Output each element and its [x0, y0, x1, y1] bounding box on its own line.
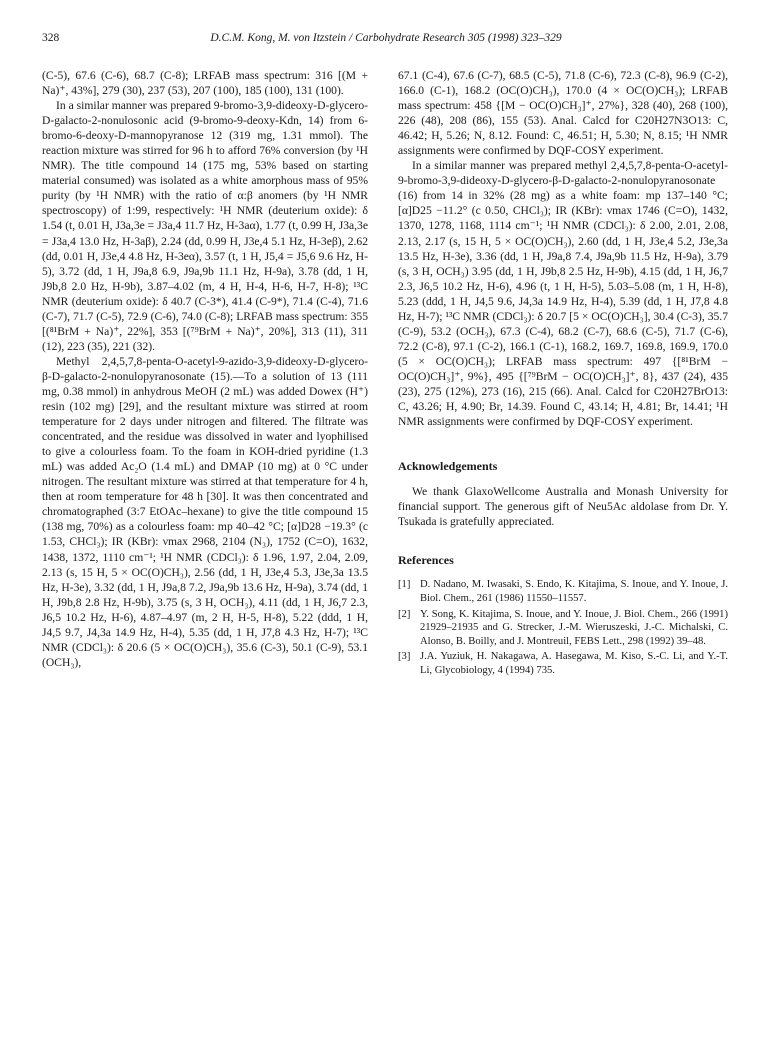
paragraph: (C-5), 67.6 (C-6), 68.7 (C-8); LRFAB mass spectrum: 316 [(M + Na)⁺, 43%], 279 (30), 237 (53), 207 (100), 185 (100), 131 (100).: [42, 69, 368, 98]
page-number: 328: [42, 32, 60, 44]
reference-item: [398, 578, 728, 605]
reference-text: J.A. Yuziuk, H. Nakagawa, A. Hasegawa, M. Kiso, S.-C. Li, and Y.-T. Li, Glycobiology, 4 (1994) 735.: [420, 651, 728, 676]
reference-item: [398, 608, 728, 649]
reference-list: [398, 578, 728, 677]
reference-number: [1]: [398, 579, 411, 591]
paragraph: In a similar manner was prepared 9-bromo-3,9-dideoxy-D-glycero-D-galacto-2-nonulosonic acid (9-bromo-9-deoxy-Kdn, 14) from 6-bromo-6-deoxy-D-mannopyranose 12 (319 mg, 1.31 mmol). The reaction mixture was stirred for 96 h to afford 76% conversion (by ¹H NMR). The title compound 14 (175 mg, 53% based on starting material consumed) was isolated as a white amorphous mass of 95% purity (by ¹H NMR) with the ratio of α:β anomers (by ¹H NMR spectroscopy) of 1:99, respectively: ¹H NMR (deuterium oxide): δ 1.54 (t, 0.01 H, J3a,3e = J3a,4 11.7 Hz, H-3aα), 1.77 (t, 0.99 H, J3a,3e = J3a,4 13.0 Hz, H-3aβ), 2.24 (dd, 0.99 H, J3e,4 5.1 Hz, H-3eβ), 2.62 (dd, 0.01 H, J3e,4 4.8 Hz, H-3eα), 3.57 (t, 1 H, J5,4 = J5,6 9.6 Hz, H-5), 3.72 (dd, 1 H, J9a,8 6.9, J9a,9b 11.1 Hz, H-9a), 3.78 (dd, 1 H, J9b,8 2.0 Hz, H-9b), 3.87–4.02 (m, 4 H, H-4, H-6, H-7, H-8); ¹³C NMR (deuterium oxide): δ 40.7 (C-3*), 41.4 (C-9*), 71.4 (C-4), 71.6 (C-7), 71.7 (C-5), 72.9 (C-6), 74.0 (C-8); LRFAB mass spectrum: 355 [(⁸¹BrM + Na)⁺, 22%], 353 [(⁷⁹BrM + Na)⁺, 20%], 313 (11), 311 (12), 223 (35), 221 (32).: [42, 99, 368, 353]
paragraph: In a similar manner was prepared methyl 2,4,5,7,8-penta-O-acetyl-9-bromo-3,9-dideoxy-D-glycero-β-D-galacto-2-nonulopyranosonate (16) from 14 in 32% (28 mg) as a white foam: mp 137–140 °C; [α]D25 −11.2° (c 0.50, CHCl₃); IR (KBr): νmax 1746 (C=O), 1432, 1370, 1278, 1168, 1114 cm⁻¹; ¹H NMR (CDCl₃): δ 2.00, 2.01, 2.08, 2.13, 2.17 (s, 15 H, 5 × OC(O)CH₃), 2.60 (dd, 1 H, J3e,4 5.2, J3e,3a 13.5 Hz, H-3e), 3.36 (dd, 1 H, J9a,8 7.4, J9a,9b 11.5 Hz, H-9a), 3.79 (s, 3 H, OCH₃) 3.95 (dd, 1 H, J9b,8 2.5 Hz, H-9b), 4.15 (dd, 1 H, J6,7 2.3, J6,5 10.2 Hz, H-6), 4.96 (t, 1 H, H-5), 5.03–5.08 (m, 1 H, H-8), 5.23 (ddd, 1 H, J4,5 9.6, J4,3a 14.9 Hz, H-4), 5.39 (dd, 1 H, J7,8 4.8 Hz, H-7); ¹³C NMR (CDCl₃): δ 20.7 [5 × OC(O)CH₃], 30.4 (C-3), 35.7 (C-9), 53.2 (OCH₃), 67.3 (C-4), 68.2 (C-7), 68.6 (C-5), 71.7 (C-6), 72.2 (C-8), 97.1 (C-2), 166.1 (C-1), 168.2, 169.7, 169.8, 169.9, 170.0 (5 × OC(O)CH₃); LRFAB mass spectrum: 497 {[⁸¹BrM − OC(O)CH₃]⁺, 9%}, 495 {[⁷⁹BrM − OC(O)CH₃]⁺, 8}, 437 (24), 435 (23), 275 (12%), 273 (16), 215 (66). Anal. Calcd for C20H27BrO13: C, 43.26; H, 4.90; Br, 14.39. Found C, 43.14; H, 4.81; Br, 14.41; ¹H NMR assignments were confirmed by DQF-COSY experiment.: [398, 159, 728, 429]
reference-number: [3]: [398, 651, 411, 663]
paragraph: 67.1 (C-4), 67.6 (C-7), 68.5 (C-5), 71.8 (C-6), 72.3 (C-8), 96.9 (C-2), 166.0 (C-1), 168.2 (OC(O)CH₃), 170.0 (4 × OC(O)CH₃); LRFAB mass spectrum: 458 {[M − OC(O)CH₃]⁺, 27%}, 328 (40), 268 (100), 226 (48), 208 (86), 155 (53). Anal. Calcd for C20H27N3O13: C, 46.42; H, 5.26; N, 8.12. Found: C, 46.51; H, 5.30; N, 8.15; ¹H NMR assignments were confirmed by DQF-COSY experiment.: [398, 69, 728, 158]
reference-text: D. Nadano, M. Iwasaki, S. Endo, K. Kitajima, S. Inoue, and Y. Inoue, J. Biol. Chem., 261 (1986) 11550–11557.: [420, 579, 728, 604]
reference-text: Y. Song, K. Kitajima, S. Inoue, and Y. Inoue, J. Biol. Chem., 266 (1991) 21929–21935 and G. Strecker, J.-M. Wieruszeski, J.-C. Michalski, C. Alonso, B. Boilly, and J. Montreuil, FEBS Lett., 298 (1992) 39–48.: [420, 608, 728, 647]
reference-item: [398, 650, 728, 677]
references-heading: References: [398, 553, 454, 568]
right-column: [398, 68, 728, 680]
running-head: D.C.M. Kong, M. von Itzstein / Carbohydrate Research 305 (1998) 323–329: [210, 32, 562, 44]
left-column: [42, 68, 368, 670]
paragraph: Methyl 2,4,5,7,8-penta-O-acetyl-9-azido-3,9-dideoxy-D-glycero-β-D-galacto-2-nonulopyranosonate (15).—To a solution of 13 (111 mg, 0.38 mmol) in anhydrous MeOH (2 mL) was added Dowex (H⁺) resin (102 mg) [29], and the resultant mixture was stirred at room temperature for 2 days under nitrogen and filtered. The filtrate was concentrated, and the residue was dissolved in water and lyophilised to give a colourless foam. To the foam in KOH-dried pyridine (1.3 mL) was added Ac₂O (1.4 mL) and DMAP (10 mg) at 0 °C under nitrogen. The resultant mixture was stirred at that temperature for 4 h, then at room temperature for 48 h [30]. It was then concentrated and chromatographed (3:7 EtOAc–hexane) to give the title compound 15 (138 mg, 70%) as a colourless foam: mp 40–42 °C; [α]D28 −19.3° (c 1.53, CHCl₃); IR (KBr): νmax 2968, 2104 (N₃), 1752 (C=O), 1632, 1438, 1372, 1110 cm⁻¹; ¹H NMR (CDCl₃): δ 1.96, 1.97, 2.04, 2.09, 2.13 (s, 15 H, 5 × OC(O)CH₃), 2.56 (dd, 1 H, J3e,4 5.3, J3e,3a 13.5 Hz, H-3e), 3.32 (dd, 1 H, J9a,8 7.2, J9a,9b 13.6 Hz, H-9a), 3.74 (dd, 1 H, J9b,8 2.8 Hz, H-9b), 3.75 (s, 3 H, OCH₃), 4.11 (dd, 1 H, J6,7 2.3, J6,5 10.2 Hz, H-6), 4.87–4.97 (m, 2 H, H-5, H-8), 5.22 (ddd, 1 H, J4,5 9.7, J4,3a 14.9 Hz, H-4), 5.35 (dd, 1 H, J7,8 4.3 Hz, H-7); ¹³C NMR (CDCl₃): δ 20.6 (5 × OC(O)CH₃), 35.6 (C-3), 50.1 (C-9), 53.1 (OCH₃),: [42, 354, 368, 669]
reference-number: [2]: [398, 608, 411, 620]
acknowledgements-heading: Acknowledgements: [398, 459, 498, 474]
running-header: [42, 30, 730, 50]
acknowledgements-text: We thank GlaxoWellcome Australia and Monash University for financial support. The generous gift of Neu5Ac aldolase from Dr. Y. Tsukada is gratefully appreciated.: [398, 485, 728, 529]
